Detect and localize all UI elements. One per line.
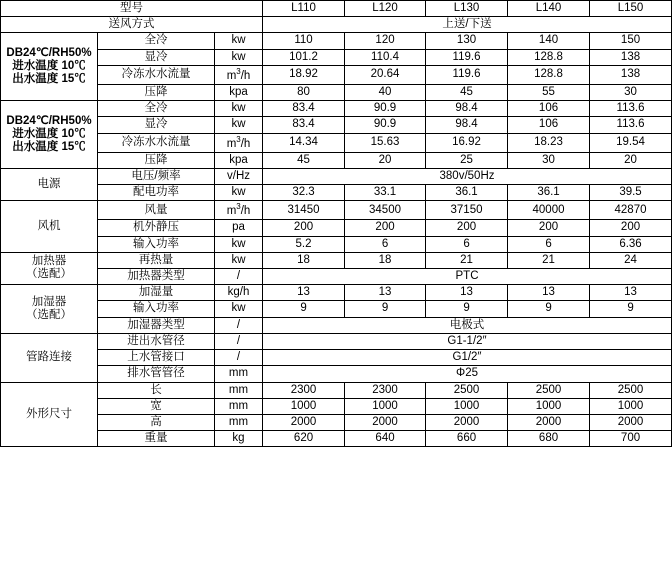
cell-value: 13 <box>508 285 590 301</box>
cell-value: 13 <box>263 285 345 301</box>
unit-label: pa <box>215 220 263 236</box>
cell-value: 660 <box>426 431 508 447</box>
cell-value: 34500 <box>345 201 426 220</box>
cell-value-merged: Φ25 <box>263 366 672 382</box>
item-label: 冷冻水水流量 <box>98 133 215 152</box>
model-l140: L140 <box>508 1 590 17</box>
cell-value: 120 <box>345 33 426 49</box>
cell-value: 20 <box>345 152 426 168</box>
unit-label: kw <box>215 33 263 49</box>
cell-value: 9 <box>508 301 590 317</box>
cell-value-merged: PTC <box>263 268 672 284</box>
cell-value: 119.6 <box>426 65 508 84</box>
cell-value: 83.4 <box>263 117 345 133</box>
cell-value: 106 <box>508 101 590 117</box>
cell-value: 6 <box>508 236 590 252</box>
condition-1-line-2: 进水温度 10℃ <box>12 60 86 73</box>
cell-value: 32.3 <box>263 185 345 201</box>
cell-value: 25 <box>426 152 508 168</box>
cell-value: 16.92 <box>426 133 508 152</box>
cell-value-merged: G1-1/2″ <box>263 333 672 349</box>
cell-value: 21 <box>508 252 590 268</box>
cell-value: 9 <box>426 301 508 317</box>
cell-value: 2000 <box>345 414 426 430</box>
cell-value-merged: G1/2″ <box>263 350 672 366</box>
table-row <box>1 366 672 382</box>
unit-label: mm <box>215 366 263 382</box>
cell-value: 36.1 <box>508 185 590 201</box>
item-label: 重量 <box>98 431 215 447</box>
unit-label: kg/h <box>215 285 263 301</box>
unit-label: $m^3/h$ <box>215 201 263 220</box>
table-row <box>1 398 672 414</box>
cell-value: 130 <box>426 33 508 49</box>
unit-label: kw <box>215 252 263 268</box>
condition-2-line-2: 进水温度 10℃ <box>12 127 86 140</box>
value-airflow-direction: 上送/下送 <box>263 17 672 33</box>
cell-value: 30 <box>508 152 590 168</box>
cell-value: 42870 <box>590 201 672 220</box>
cell-value: 110.4 <box>345 49 426 65</box>
cell-value: 13 <box>590 285 672 301</box>
condition-2-line-1: DB24℃/RH50% <box>6 114 92 127</box>
category-humidifier <box>1 285 98 334</box>
table-row <box>1 84 672 100</box>
item-label: 压降 <box>98 84 215 100</box>
model-l120: L120 <box>345 1 426 17</box>
cell-value: 2000 <box>263 414 345 430</box>
table-row <box>1 133 672 152</box>
cell-value: 200 <box>345 220 426 236</box>
cell-value: 138 <box>590 49 672 65</box>
cell-value: 2500 <box>508 382 590 398</box>
cell-value: 110 <box>263 33 345 49</box>
cell-value: 18.23 <box>508 133 590 152</box>
cell-value: 20 <box>590 152 672 168</box>
unit-label: mm <box>215 414 263 430</box>
unit-label: / <box>215 333 263 349</box>
item-label: 进出水管径 <box>98 333 215 349</box>
cell-value: 128.8 <box>508 49 590 65</box>
cell-value: 6.36 <box>590 236 672 252</box>
cell-value: 18 <box>345 252 426 268</box>
cell-value: 1000 <box>590 398 672 414</box>
table-row <box>1 220 672 236</box>
cell-value: 13 <box>426 285 508 301</box>
item-label: 高 <box>98 414 215 430</box>
cell-value: 40000 <box>508 201 590 220</box>
cell-value: 1000 <box>426 398 508 414</box>
cell-value: 150 <box>590 33 672 49</box>
unit-label: / <box>215 350 263 366</box>
cell-value: 24 <box>590 252 672 268</box>
cell-value: 9 <box>345 301 426 317</box>
item-label: 加湿量 <box>98 285 215 301</box>
category-heater-line-2: （选配） <box>26 268 72 281</box>
condition-2-line-3: 出水温度 15℃ <box>12 141 86 154</box>
model-l130: L130 <box>426 1 508 17</box>
cell-value: 90.9 <box>345 117 426 133</box>
cell-value: 55 <box>508 84 590 100</box>
cell-value-merged: 380v/50Hz <box>263 168 672 184</box>
condition-1-line-1: DB24℃/RH50% <box>6 46 92 59</box>
cell-value: 101.2 <box>263 49 345 65</box>
item-airflow-direction: 送风方式 <box>1 17 263 33</box>
cell-value: 18.92 <box>263 65 345 84</box>
category-dimensions: 外形尺寸 <box>1 382 98 447</box>
cell-value: 39.5 <box>590 185 672 201</box>
item-label: 输入功率 <box>98 236 215 252</box>
item-label: 压降 <box>98 152 215 168</box>
cell-value: 113.6 <box>590 117 672 133</box>
cell-value-merged: 电极式 <box>263 317 672 333</box>
table-row <box>1 317 672 333</box>
cell-value: 2000 <box>508 414 590 430</box>
unit-label: v/Hz <box>215 168 263 184</box>
table-row <box>1 201 672 220</box>
unit-label: kw <box>215 185 263 201</box>
table-row <box>1 333 672 349</box>
unit-label: kpa <box>215 84 263 100</box>
cell-value: 14.34 <box>263 133 345 152</box>
cell-value: 2300 <box>345 382 426 398</box>
cell-value: 9 <box>263 301 345 317</box>
cell-value: 20.64 <box>345 65 426 84</box>
model-l150: L150 <box>590 1 672 17</box>
cell-value: 33.1 <box>345 185 426 201</box>
unit-label: kw <box>215 301 263 317</box>
table-row <box>1 33 672 49</box>
category-heater-line-1: 加热器 <box>31 255 67 268</box>
cell-value: 106 <box>508 117 590 133</box>
cell-value: 83.4 <box>263 101 345 117</box>
unit-label: $m^3/h$ <box>215 65 263 84</box>
unit-label: kw <box>215 101 263 117</box>
table-row <box>1 285 672 301</box>
cell-value: 138 <box>590 65 672 84</box>
unit-label: kg <box>215 431 263 447</box>
cell-value: 30 <box>590 84 672 100</box>
cell-value: 200 <box>590 220 672 236</box>
cell-value: 98.4 <box>426 117 508 133</box>
table-row <box>1 185 672 201</box>
cell-value: 40 <box>345 84 426 100</box>
table-row <box>1 301 672 317</box>
cell-value: 128.8 <box>508 65 590 84</box>
cell-value: 19.54 <box>590 133 672 152</box>
cell-value: 31450 <box>263 201 345 220</box>
item-label: 输入功率 <box>98 301 215 317</box>
table-row-model-header <box>1 1 672 17</box>
table-row <box>1 414 672 430</box>
cell-value: 200 <box>426 220 508 236</box>
table-row <box>1 152 672 168</box>
category-humidifier-line-1: 加湿器 <box>31 295 67 308</box>
cell-value: 119.6 <box>426 49 508 65</box>
table-row <box>1 236 672 252</box>
category-heater <box>1 252 98 284</box>
cell-value: 37150 <box>426 201 508 220</box>
condition-block-2 <box>1 101 98 169</box>
cell-value: 1000 <box>508 398 590 414</box>
cell-value: 1000 <box>345 398 426 414</box>
model-l110: L110 <box>263 1 345 17</box>
model-label: 型号 <box>1 1 263 17</box>
item-label: 电压/频率 <box>98 168 215 184</box>
cell-value: 200 <box>508 220 590 236</box>
cell-value: 113.6 <box>590 101 672 117</box>
unit-label: kw <box>215 49 263 65</box>
cell-value: 6 <box>345 236 426 252</box>
item-label: 显冷 <box>98 49 215 65</box>
cell-value: 680 <box>508 431 590 447</box>
condition-block-1 <box>1 33 98 101</box>
cell-value: 15.63 <box>345 133 426 152</box>
cell-value: 36.1 <box>426 185 508 201</box>
cell-value: 2000 <box>590 414 672 430</box>
cell-value: 140 <box>508 33 590 49</box>
unit-label: mm <box>215 398 263 414</box>
item-label: 全冷 <box>98 101 215 117</box>
table-row <box>1 117 672 133</box>
cell-value: 13 <box>345 285 426 301</box>
cell-value: 6 <box>426 236 508 252</box>
item-label: 风量 <box>98 201 215 220</box>
item-label: 冷冻水水流量 <box>98 65 215 84</box>
cell-value: 45 <box>426 84 508 100</box>
cell-value: 2300 <box>263 382 345 398</box>
category-piping: 管路连接 <box>1 333 98 382</box>
item-label: 排水管管径 <box>98 366 215 382</box>
cell-value: 640 <box>345 431 426 447</box>
cell-value: 98.4 <box>426 101 508 117</box>
table-row <box>1 268 672 284</box>
cell-value: 9 <box>590 301 672 317</box>
table-row <box>1 168 672 184</box>
unit-label: / <box>215 317 263 333</box>
table-row <box>1 382 672 398</box>
item-label: 显冷 <box>98 117 215 133</box>
condition-1-line-3: 出水温度 15℃ <box>12 73 86 86</box>
cell-value: 200 <box>263 220 345 236</box>
table-row <box>1 431 672 447</box>
item-label: 上水管接口 <box>98 350 215 366</box>
cell-value: 2500 <box>426 382 508 398</box>
table-row-airflow-direction <box>1 17 672 33</box>
table-row <box>1 101 672 117</box>
cell-value: 2500 <box>590 382 672 398</box>
unit-label: kpa <box>215 152 263 168</box>
unit-label: $m^3/h$ <box>215 133 263 152</box>
cell-value: 620 <box>263 431 345 447</box>
category-power-supply: 电源 <box>1 168 98 200</box>
unit-label: mm <box>215 382 263 398</box>
cell-value: 5.2 <box>263 236 345 252</box>
item-label: 加热器类型 <box>98 268 215 284</box>
cell-value: 21 <box>426 252 508 268</box>
unit-label: kw <box>215 236 263 252</box>
cell-value: 2000 <box>426 414 508 430</box>
item-label: 宽 <box>98 398 215 414</box>
category-fan: 风机 <box>1 201 98 252</box>
category-humidifier-line-2: （选配） <box>26 309 72 322</box>
table-row <box>1 49 672 65</box>
item-label: 再热量 <box>98 252 215 268</box>
cell-value: 18 <box>263 252 345 268</box>
item-label: 配电功率 <box>98 185 215 201</box>
cell-value: 700 <box>590 431 672 447</box>
unit-label: / <box>215 268 263 284</box>
cell-value: 80 <box>263 84 345 100</box>
item-label: 加湿器类型 <box>98 317 215 333</box>
item-label: 全冷 <box>98 33 215 49</box>
cell-value: 45 <box>263 152 345 168</box>
table-row <box>1 65 672 84</box>
table-row <box>1 350 672 366</box>
cell-value: 90.9 <box>345 101 426 117</box>
item-label: 长 <box>98 382 215 398</box>
table-row <box>1 252 672 268</box>
item-label: 机外静压 <box>98 220 215 236</box>
unit-label: kw <box>215 117 263 133</box>
cell-value: 1000 <box>263 398 345 414</box>
